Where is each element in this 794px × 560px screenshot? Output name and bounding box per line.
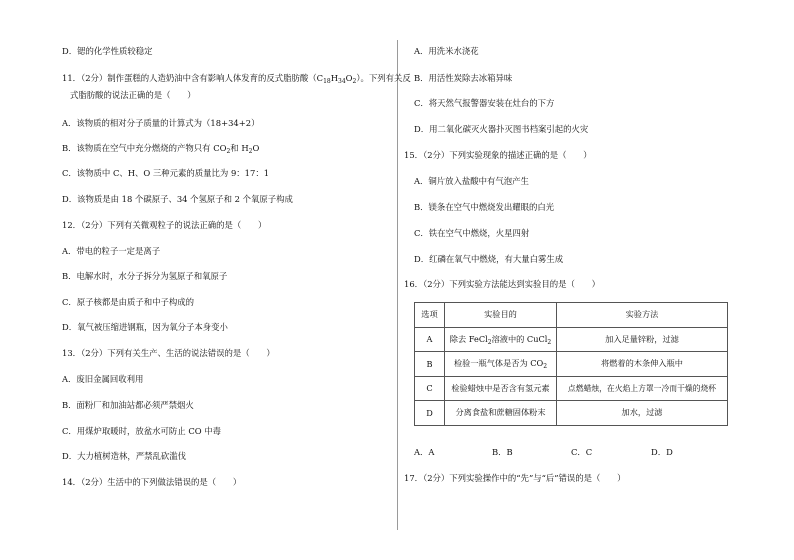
q12-stem: 12．（2分）下列有关微观粒子的说法正确的是（ ） bbox=[62, 220, 267, 230]
q15-option-d: D．红磷在氧气中燃烧，有大量白雾生成 bbox=[414, 254, 564, 264]
q16-option-d: D．D bbox=[651, 447, 673, 457]
q11-option-c: C．该物质中 C、H、O 三种元素的质量比为 9：17：1 bbox=[62, 168, 270, 178]
q12-option-c: C．原子核都是由质子和中子构成的 bbox=[62, 297, 195, 307]
table-cell-option: A bbox=[415, 327, 445, 352]
table-header-cell: 实验目的 bbox=[445, 303, 557, 328]
table-cell-aim: 除去 FeCl$_2$溶液中的 CuCl$_2$ bbox=[445, 327, 557, 352]
table-cell-method: 加水，过滤 bbox=[557, 401, 728, 426]
q14-option-d: D．用二氧化碳灭火器扑灭图书档案引起的火灾 bbox=[414, 124, 589, 134]
q13-option-a: A．废旧金属回收利用 bbox=[62, 374, 144, 384]
table-header-cell: 选项 bbox=[415, 303, 445, 328]
q14-stem: 14．（2分）生活中的下列做法错误的是（ ） bbox=[62, 477, 242, 487]
table-row bbox=[415, 352, 728, 377]
table-cell-method: 点燃蜡烛，在火焰上方罩一冷而干燥的烧杯 bbox=[557, 376, 728, 401]
table-cell-option: C bbox=[415, 376, 445, 401]
table-row bbox=[415, 376, 728, 401]
q15-stem: 15．（2分）下列实验现象的描述正确的是（ ） bbox=[404, 150, 592, 160]
q10-option-d: D．锶的化学性质较稳定 bbox=[62, 46, 153, 56]
table-row bbox=[415, 327, 728, 352]
q16-option-c: C．C bbox=[571, 447, 593, 457]
table-cell-method: 加入足量锌粉，过滤 bbox=[557, 327, 728, 352]
q14-option-c: C．将天然气报警器安装在灶台的下方 bbox=[414, 98, 555, 108]
table-row bbox=[415, 401, 728, 426]
table-cell-option: D bbox=[415, 401, 445, 426]
q13-option-d: D．大力植树造林，严禁乱砍滥伐 bbox=[62, 451, 186, 461]
q16-stem: 16．（2分）下列实验方法能达到实验目的是（ ） bbox=[404, 279, 601, 289]
q15-option-a: A．铜片放入盐酸中有气泡产生 bbox=[414, 176, 529, 186]
q16-experiment-table bbox=[414, 302, 728, 426]
q12-option-d: D．氧气被压缩进钢瓶，因为氧分子本身变小 bbox=[62, 322, 228, 332]
table-header-row bbox=[415, 303, 728, 328]
table-cell-aim: 检验一瓶气体是否为 $CO_2$ bbox=[445, 352, 557, 377]
q11-stem-line1: 11．（2分）制作蛋糕的人造奶油中含有影响人体发育的反式脂肪酸$(C_{18}H_{34}O_2)$。下列有关反 bbox=[62, 73, 411, 85]
q16-option-b: B．B bbox=[492, 447, 513, 457]
q11-option-d: D．该物质是由 18 个碳原子、34 个氢原子和 2 个氧原子构成 bbox=[62, 194, 293, 204]
q13-option-c: C．用煤炉取暖时，放盆水可防止 CO 中毒 bbox=[62, 426, 222, 436]
q12-option-b: B．电解水时，水分子拆分为氢原子和氧原子 bbox=[62, 271, 228, 281]
q15-option-c: C．铁在空气中燃烧，火星四射 bbox=[414, 228, 530, 238]
q13-stem: 13．（2分）下列有关生产、生活的说法错误的是（ ） bbox=[62, 348, 275, 358]
table-header-cell: 实验方法 bbox=[557, 303, 728, 328]
q11-option-b: B．该物质在空气中充分燃烧的产物只有 $CO_2$和 $H_2O$ bbox=[62, 143, 260, 155]
q15-option-b: B．镁条在空气中燃烧发出耀眼的白光 bbox=[414, 202, 555, 212]
column-divider bbox=[397, 40, 398, 530]
q13-option-b: B．面粉厂和加油站都必须严禁烟火 bbox=[62, 400, 194, 410]
q12-option-a: A．带电的粒子一定是离子 bbox=[62, 246, 161, 256]
q14-option-a: A．用洗米水浇花 bbox=[414, 46, 479, 56]
q16-option-a: A．A bbox=[414, 447, 435, 457]
table-cell-aim: 分离食盐和蔗糖固体粉末 bbox=[445, 401, 557, 426]
table-cell-aim: 检验蜡烛中是否含有氢元素 bbox=[445, 376, 557, 401]
table-cell-method: 将燃着的木条伸入瓶中 bbox=[557, 352, 728, 377]
q11-option-a: A．该物质的相对分子质量的计算式为（18+34+2） bbox=[62, 118, 260, 128]
q11-stem-line2: 式脂肪酸的说法正确的是（ ） bbox=[70, 90, 196, 100]
q14-option-b: B．用活性炭除去冰箱异味 bbox=[414, 73, 513, 83]
q17-stem: 17．（2分）下列实验操作中的“先”与“后”错误的是（ ） bbox=[404, 473, 626, 483]
table-cell-option: B bbox=[415, 352, 445, 377]
